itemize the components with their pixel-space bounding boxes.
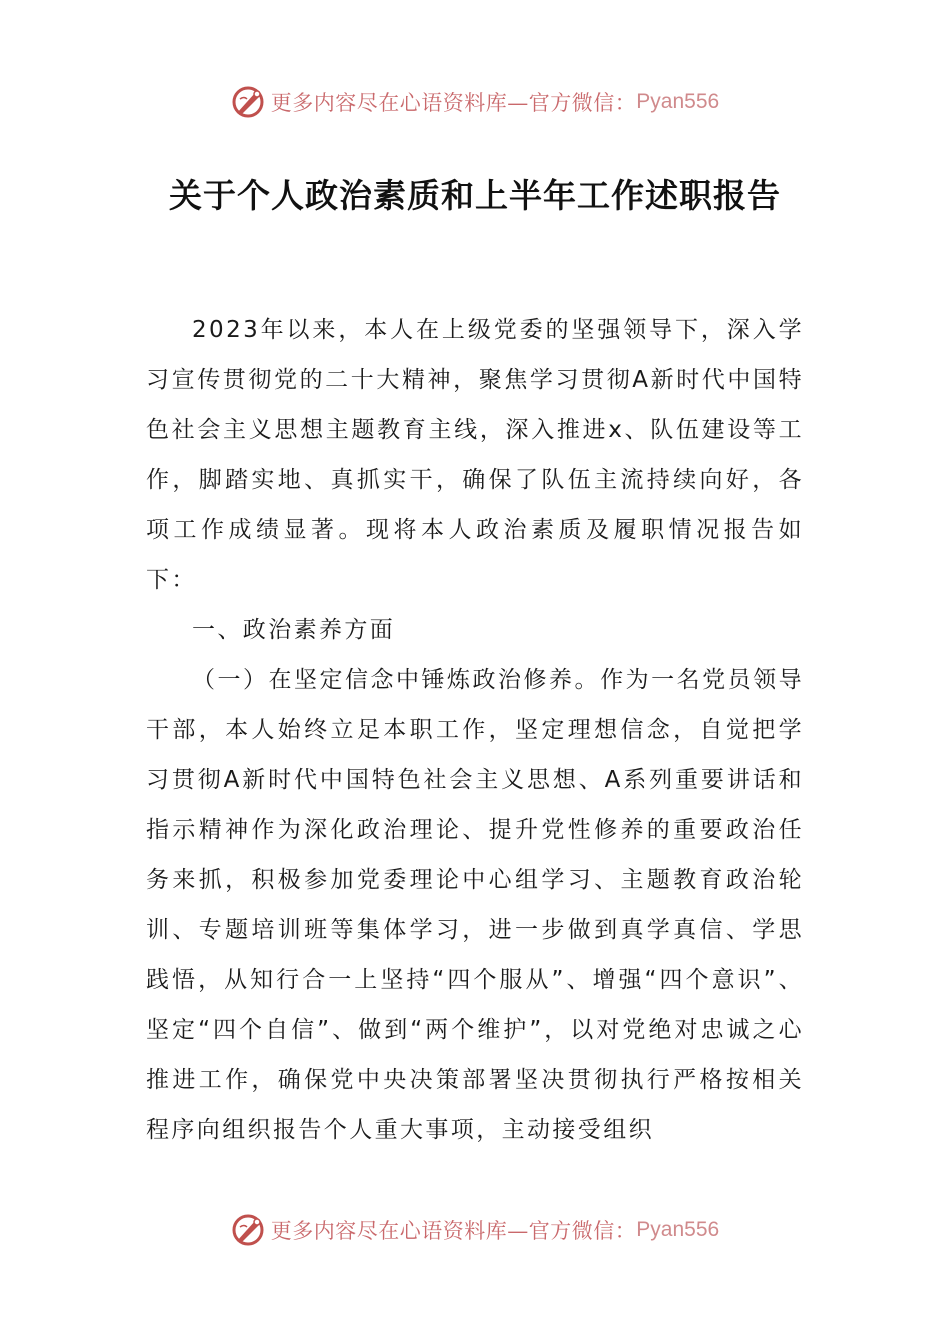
watermark-text: 更多内容尽在心语资料库—官方微信：	[270, 1219, 637, 1243]
pen-nib-circle-icon	[231, 1213, 265, 1247]
watermark-text: 更多内容尽在心语资料库—官方微信：	[270, 91, 637, 115]
watermark-contact: Pyan556	[636, 90, 720, 113]
watermark-banner-bottom	[0, 1208, 950, 1252]
section-heading: 一、政治素养方面	[192, 617, 396, 643]
watermark-banner-top	[0, 80, 950, 124]
document-title: 关于个人政治素质和上半年工作述职报告	[169, 176, 781, 215]
watermark-contact: Pyan556	[636, 1218, 720, 1241]
paragraph-intro: 2023年以来，本人在上级党委的坚强领导下，深入学习宣传贯彻党的二十大精神，聚焦学习贯彻A新时代中国特色社会主义思想主题教育主线，深入推进x、队伍建设等工作，脚踏实地、真抓实干，确保了队伍主流持续向好，各项工作成绩显著。现将本人政治素质及履职情况报告如下：	[146, 317, 804, 593]
paragraph-subsection-1: （一）在坚定信念中锤炼政治修养。作为一名党员领导干部，本人始终立足本职工作，坚定理想信念，自觉把学习贯彻A新时代中国特色社会主义思想、A系列重要讲话和指示精神作为深化政治理论、提升党性修养的重要政治任务来抓，积极参加党委理论中心组学习、主题教育政治轮训、专题培训班等集体学习，进一步做到真学真信、学思践悟，从知行合一上坚持“四个服从”、增强“四个意识”、坚定“四个自信”、做到“两个维护”，以对党绝对忠诚之心推进工作，确保党中央决策部署坚决贯彻执行严格按相关程序向组织报告个人重大事项，主动接受组织	[146, 667, 804, 1143]
document-body	[146, 305, 804, 1155]
pen-nib-circle-icon	[231, 85, 265, 119]
